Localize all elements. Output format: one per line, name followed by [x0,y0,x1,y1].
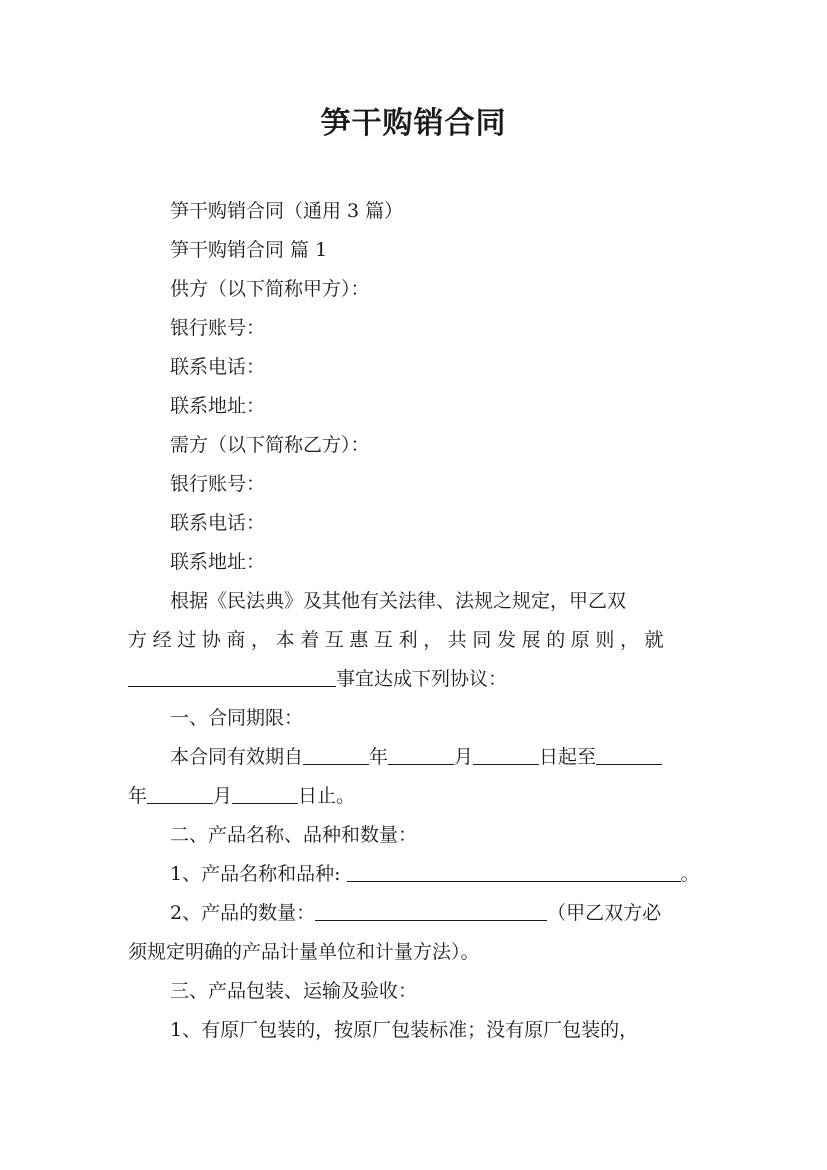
blank-underline [596,746,662,765]
blank-underline [315,902,547,921]
buyer-label: 需方（以下简称乙方）： [170,434,370,456]
product-name-line [170,861,700,887]
clause-heading: 一、合同期限： [170,707,304,729]
paragraph-text: （甲乙双方必 [547,902,662,924]
page-title: 笋干购销合同 [320,106,507,141]
supplier-bank-account: 银行账号： [170,317,266,339]
month-label: 月 [454,746,474,768]
buyer-bank-account: 银行账号： [170,473,266,495]
product-quantity-label: 2、产品的数量： [170,902,316,924]
doc-subtitle: 笋干购销合同（通用 3 篇） [170,200,404,222]
buyer-address: 联系地址： [170,551,266,573]
day-label: 日起至 [539,746,597,768]
day-label: 日止。 [298,785,356,807]
paragraph-text: 事宜达成下列协议： [336,668,508,690]
blank-underline [303,746,369,765]
paragraph-line: 须规定明确的产品计量单位和计量方法）。 [128,941,480,963]
blank-underline [347,863,681,882]
term-line [170,744,662,770]
paragraph-line: 根据《民法典》及其他有关法律、法规之规定，甲乙双 [170,590,627,612]
blank-underline [232,785,298,804]
term-line [128,783,355,809]
month-label: 月 [213,785,233,807]
supplier-address: 联系地址： [170,395,266,417]
clause-heading: 二、产品名称、品种和数量： [170,824,418,846]
period: 。 [680,863,700,885]
paragraph-line-justified [128,627,702,653]
blank-underline [388,746,454,765]
blank-underline [147,785,213,804]
paragraph-line [128,666,507,692]
blank-underline [473,746,539,765]
section-heading: 笋干购销合同 篇 1 [170,239,328,261]
blank-underline [128,668,336,687]
clause-heading: 三、产品包装、运输及验收： [170,980,418,1002]
buyer-phone: 联系电话： [170,512,266,534]
product-name-label: 1、产品名称和品种: [170,863,341,885]
paragraph-line: 1、有原厂包装的，按原厂包装标准；没有原厂包装的， [170,1019,639,1041]
term-text: 本合同有效期自 [170,746,304,768]
year-label: 年 [369,746,389,768]
product-quantity-line [170,900,661,926]
supplier-phone: 联系电话： [170,356,266,378]
year-label: 年 [128,785,148,807]
justified-text: 方经过协商，本着互惠互利，共同发展的原则，就 [128,629,670,651]
supplier-label: 供方（以下简称甲方）： [170,278,370,300]
